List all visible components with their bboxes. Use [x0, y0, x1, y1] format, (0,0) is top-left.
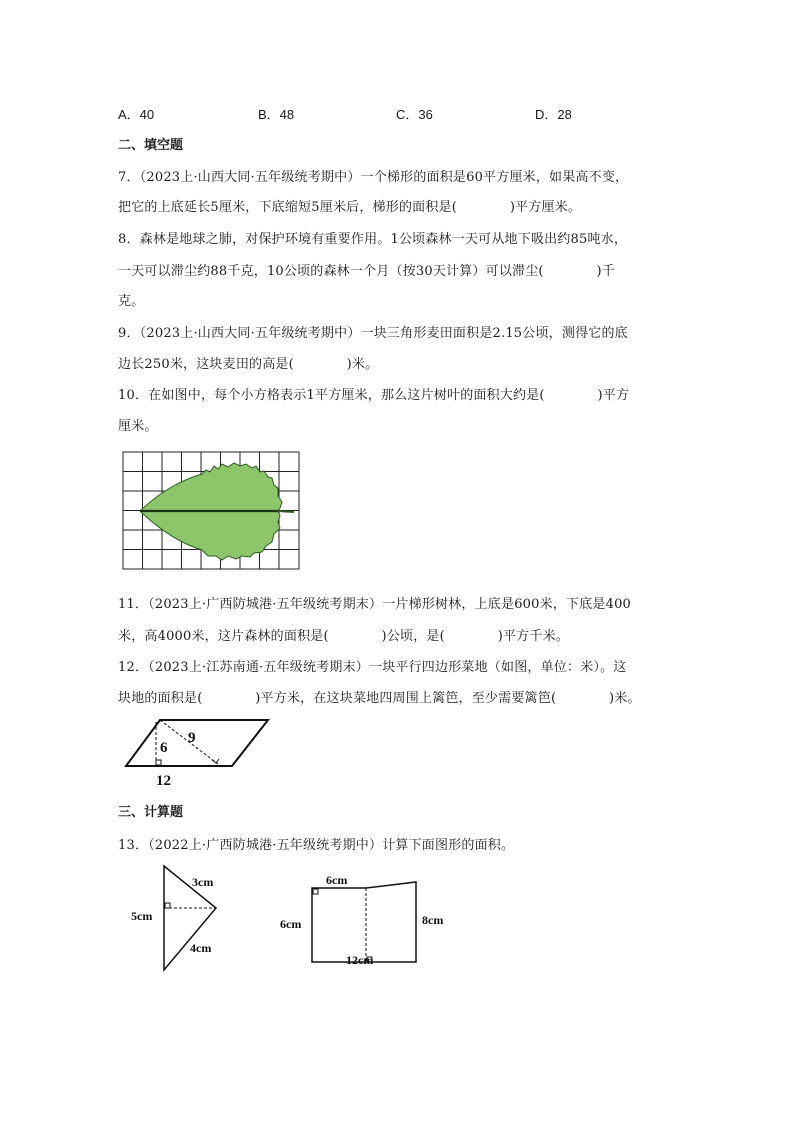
option-c: C．36 — [396, 107, 433, 122]
q10-line-2: 厘米。 — [118, 419, 158, 434]
parallelogram-figure — [122, 714, 272, 790]
triangle-figure — [128, 862, 228, 974]
triangle-top-label: 3cm — [192, 875, 214, 889]
q11-line-2: 米，高4000米，这片森林的面积是( )公顷，是( )平方千米。 — [118, 629, 569, 644]
triangle-left-label: 5cm — [131, 909, 153, 923]
q12-line-1: 12．（2023上·江苏南通·五年级统考期末）一块平行四边形菜地（如图，单位：米）。这 — [118, 660, 627, 675]
q8-line-3: 克。 — [118, 294, 145, 309]
parallelogram-base-label: 12 — [156, 773, 171, 789]
q11-line-1: 11．（2023上·广西防城港·五年级统考期末）一片梯形树林，上底是600米，下底是400 — [118, 597, 632, 612]
section-fill-heading: 二、填空题 — [118, 138, 184, 153]
leaf-grid-figure — [122, 450, 302, 572]
option-b: B．48 — [258, 107, 295, 122]
q7-line-2: 把它的上底延长5厘米，下底缩短5厘米后，梯形的面积是( )平方厘米。 — [118, 200, 582, 215]
leaf-stem — [278, 511, 294, 512]
parallelogram-side-label: 9 — [188, 730, 196, 746]
composite-bottom-label: 12cm — [346, 953, 374, 967]
q9-line-2: 边长250米，这块麦田的高是( )米。 — [118, 357, 379, 372]
parallelogram-height-label: 6 — [160, 740, 168, 756]
q9-line-1: 9．（2023上·山西大同·五年级统考期中）一块三角形麦田面积是2.15公顷，测得它的底 — [118, 326, 628, 341]
option-d: D．28 — [535, 107, 572, 122]
triangle-bottom-label: 4cm — [190, 941, 212, 955]
composite-top-label: 6cm — [326, 876, 348, 887]
q8-line-1: 8．森林是地球之肺，对保护环境有重要作用。1公顷森林一天可从地下吸出约85吨水， — [118, 232, 628, 247]
option-a: A．40 — [118, 107, 155, 122]
composite-figure — [278, 876, 454, 968]
section-calc-heading: 三、计算题 — [118, 805, 184, 820]
q10-line-1: 10．在如图中，每个小方格表示1平方厘米，那么这片树叶的面积大约是( )平方 — [118, 388, 630, 403]
q8-line-2: 一天可以滞尘约88千克，10公顷的森林一个月（按30天计算）可以滞尘( )千 — [118, 264, 615, 279]
q7-line-1: 7．（2023上·山西大同·五年级统考期中）一个梯形的面积是60平方厘米，如果高不变， — [118, 170, 629, 185]
composite-left-label: 6cm — [280, 917, 302, 931]
composite-right-label: 8cm — [422, 913, 444, 927]
q13-line-1: 13．（2022上·广西防城港·五年级统考期中）计算下面图形的面积。 — [118, 838, 515, 853]
q12-line-2: 块地的面积是( )平方米，在这块菜地四周围上篱笆，至少需要篱笆( )米。 — [118, 691, 641, 706]
